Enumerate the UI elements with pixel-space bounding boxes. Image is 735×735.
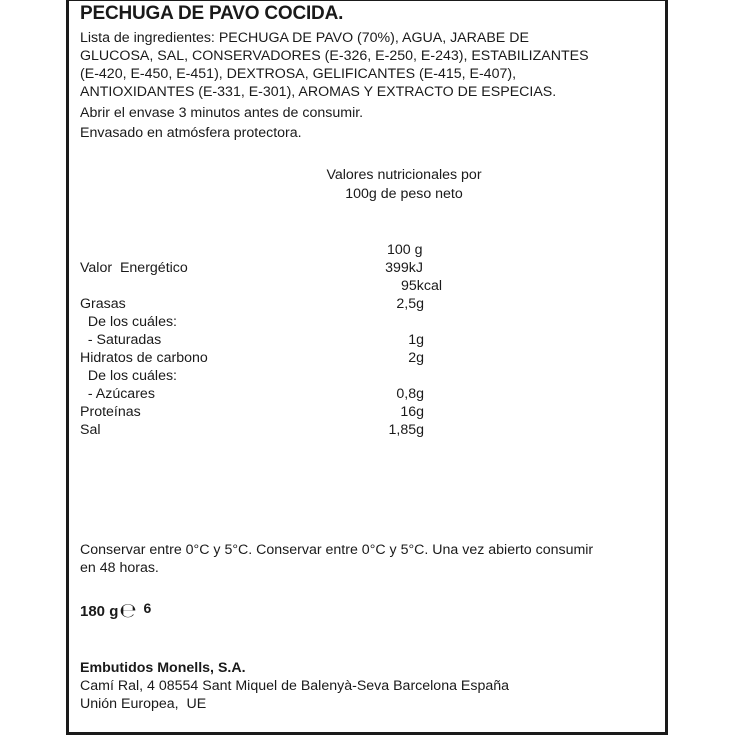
ingredients-line: Lista de ingredientes: PECHUGA DE PAVO (70%), AGUA, JARABE DE bbox=[80, 30, 529, 46]
net-weight: 180 g bbox=[80, 603, 119, 620]
storage-line2: en 48 horas. bbox=[80, 560, 159, 576]
ingredients-list bbox=[80, 29, 650, 101]
nutrient-value: 0,8g bbox=[396, 386, 424, 402]
nutrient-value: 399kJ bbox=[385, 260, 423, 276]
nutrition-row-saturated bbox=[80, 331, 424, 349]
ingredients-line: (E-420, E-450, E-451), DEXTROSA, GELIFICANTES (E-415, E-407), bbox=[80, 66, 517, 82]
nutrition-row-carbohydrates bbox=[80, 349, 424, 367]
storage-line1: Conservar entre 0°C y 5°C. Conservar entre 0°C y 5°C. Una vez abierto consumir bbox=[80, 542, 594, 558]
nutrition-header-line1: Valores nutricionales por bbox=[326, 167, 482, 183]
nutrition-row-sugars bbox=[80, 385, 424, 403]
nutrient-value: 1g bbox=[408, 332, 424, 348]
nutrition-row-energy-kcal bbox=[80, 277, 442, 295]
nutrient-name: - Azúcares bbox=[80, 386, 155, 402]
nutrition-header-line2: 100g de peso neto bbox=[345, 186, 463, 202]
nutrient-name: Sal bbox=[80, 422, 101, 438]
ingredients-line: ANTIOXIDANTES (E-331, E-301), AROMAS Y EXTRACTO DE ESPECIAS. bbox=[80, 84, 557, 100]
nutrition-per-label: 100 g bbox=[387, 242, 423, 258]
nutrient-name: De los cuáles: bbox=[80, 314, 177, 330]
nutrient-value: 95kcal bbox=[400, 278, 442, 294]
unit-count: 6 bbox=[143, 600, 152, 616]
nutrient-name: - Saturadas bbox=[80, 332, 162, 348]
nutrition-row-of-which bbox=[80, 313, 424, 331]
nutrition-row-of-which bbox=[80, 367, 424, 385]
manufacturer-address: Camí Ral, 4 08554 Sant Miquel de Balenyà-Seva Barcelona España bbox=[80, 678, 510, 694]
nutrient-name: Valor Energético bbox=[80, 260, 188, 276]
nutrient-value: 1,85g bbox=[388, 422, 424, 438]
net-quantity bbox=[80, 597, 151, 621]
nutrient-name: Grasas bbox=[80, 296, 126, 312]
storage-instructions bbox=[80, 541, 593, 577]
nutrient-name: Hidratos de carbono bbox=[80, 350, 208, 366]
manufacturer-name: Embutidos Monells, S.A. bbox=[80, 660, 246, 676]
nutrition-header bbox=[279, 166, 529, 204]
product-title: PECHUGA DE PAVO COCIDA. bbox=[80, 3, 344, 24]
nutrition-row-salt bbox=[80, 421, 424, 439]
estimated-sign-icon: ℮ bbox=[119, 598, 137, 622]
product-label bbox=[66, 0, 668, 735]
nutrient-name: De los cuáles: bbox=[80, 368, 177, 384]
nutrient-value: 2,5g bbox=[396, 296, 424, 312]
nutrient-value: 16g bbox=[400, 404, 424, 420]
ingredients-line: GLUCOSA, SAL, CONSERVADORES (E-326, E-250, E-243), ESTABILIZANTES bbox=[80, 48, 589, 64]
atmosphere-note: Envasado en atmósfera protectora. bbox=[80, 125, 302, 141]
nutrient-name: Proteínas bbox=[80, 404, 141, 420]
nutrient-value: 2g bbox=[408, 350, 424, 366]
nutrition-row-energy-kj bbox=[80, 259, 424, 277]
nutrition-row-fat bbox=[80, 295, 424, 313]
opening-note: Abrir el envase 3 minutos antes de consumir. bbox=[80, 105, 364, 121]
nutrition-row-protein bbox=[80, 403, 424, 421]
manufacturer-region: Unión Europea, UE bbox=[80, 696, 207, 712]
